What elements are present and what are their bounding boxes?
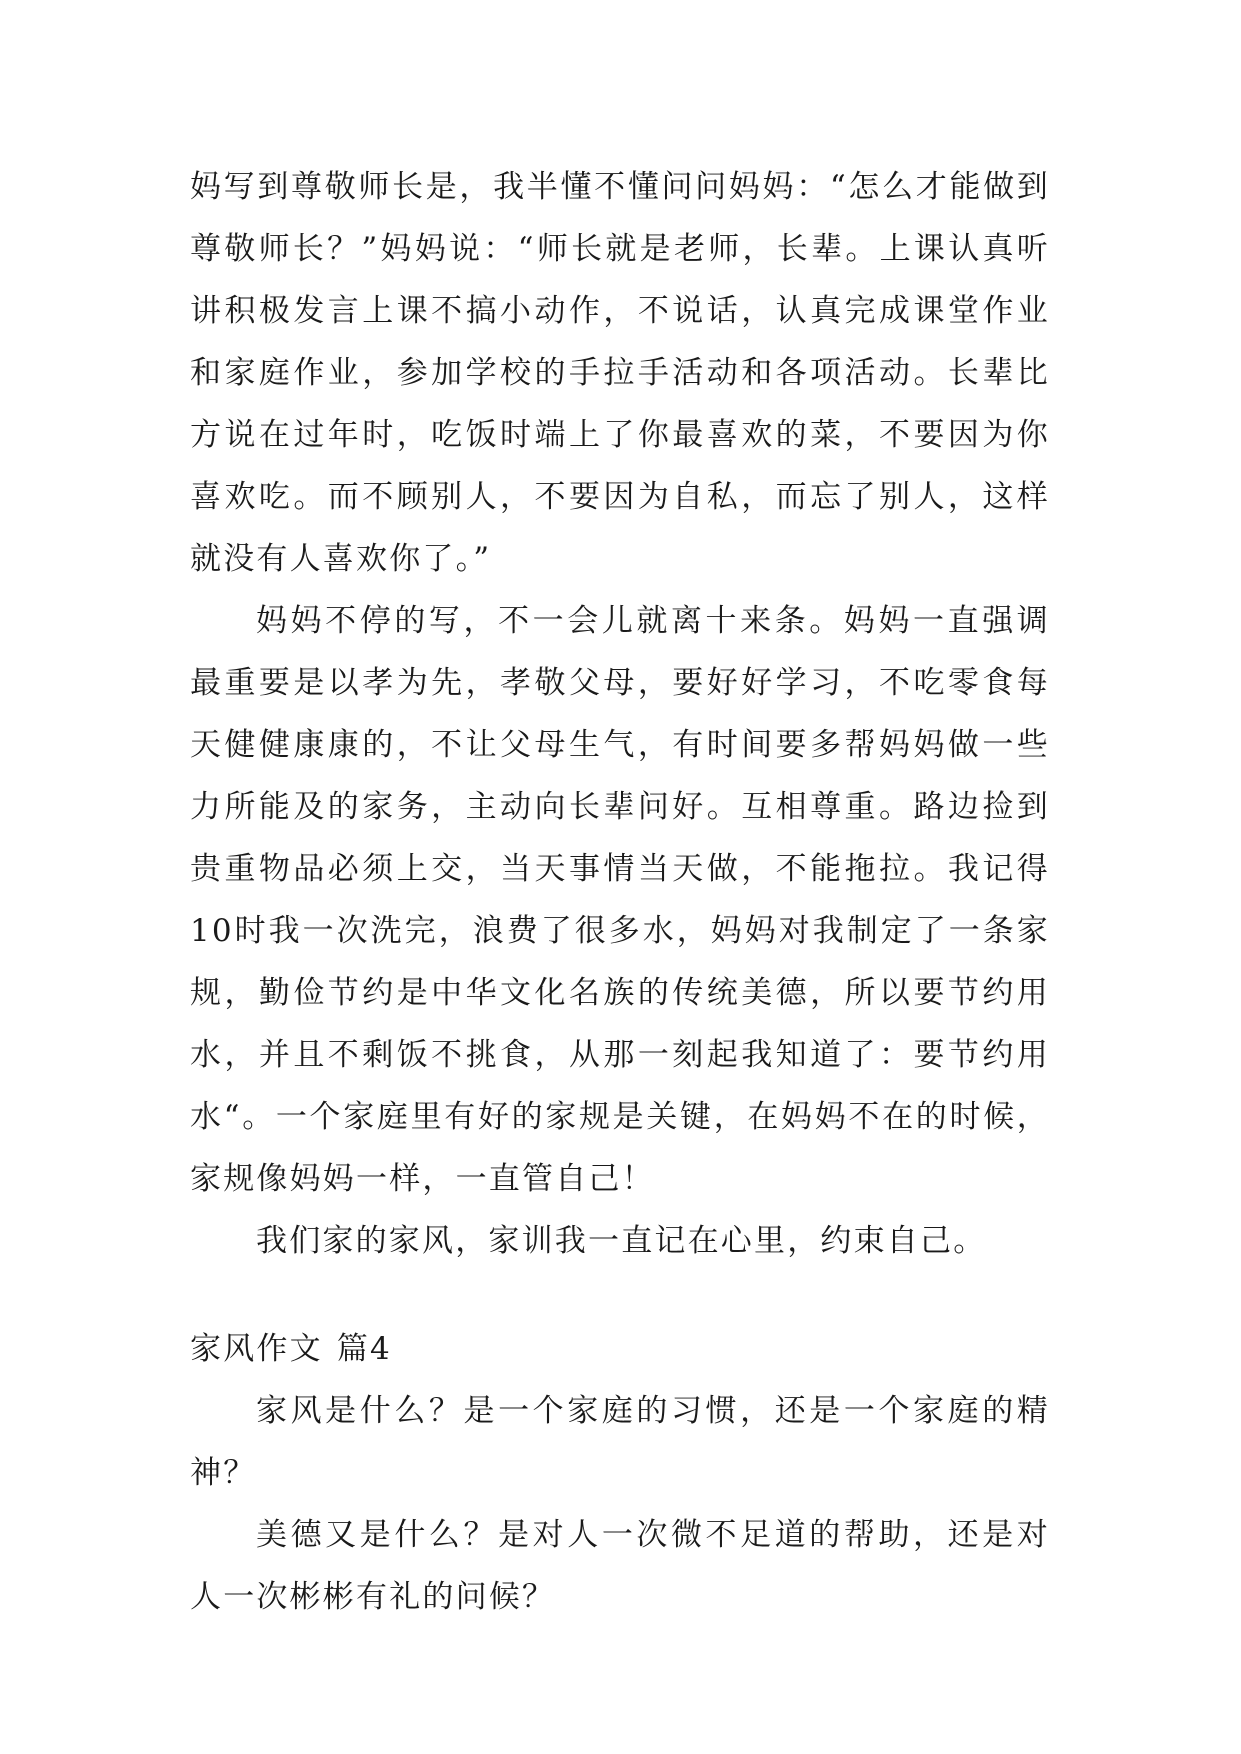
paragraph-3: 我们家的家风，家训我一直记在心里，约束自己。 <box>256 1223 987 1259</box>
paragraph-2: 妈妈不停的写，不一会儿就离十来条。妈妈一直强调最重要是以孝为先，孝敬父母，要好好学习，不吃零食每天健健康康的，不让父母生气，有时间要多帮妈妈做一些力所能及的家务，主动向长辈问好。互相尊重。路边捡到贵重物品必须上交，当天事情当天做，不能拖拉。我记得10时我一次洗完，浪费了很多水，妈妈对我制定了一条家规，勤俭节约是中华文化名族的传统美德，所以要节约用水，并且不剩饭不挑食，从那一刻起我知道了：要节约用水“。一个家庭里有好的家规是关键，在妈妈不在的时候，家规像妈妈一样，一直管自己！ <box>190 603 1050 1197</box>
paragraph-1: 妈写到尊敬师长是，我半懂不懂问问妈妈：“怎么才能做到尊敬师长？”妈妈说：“师长就是老师，长辈。上课认真听讲积极发言上课不搞小动作，不说话，认真完成课堂作业和家庭作业，参加学校的手拉手活动和各项活动。长辈比方说在过年时，吃饭时端上了你最喜欢的菜，不要因为你喜欢吃。而不顾别人，不要因为自私，而忘了别人，这样就没有人喜欢你了。” <box>190 169 1050 577</box>
section-heading <box>190 1318 1050 1380</box>
section-label: 篇4 <box>336 1331 392 1367</box>
document-body <box>190 156 1050 1628</box>
paragraph-5: 美德又是什么？是对人一次微不足道的帮助，还是对人一次彬彬有礼的问候？ <box>190 1517 1050 1615</box>
section-title: 家风作文 <box>190 1331 323 1367</box>
paragraph-4: 家风是什么？是一个家庭的习惯，还是一个家庭的精神？ <box>190 1393 1050 1491</box>
